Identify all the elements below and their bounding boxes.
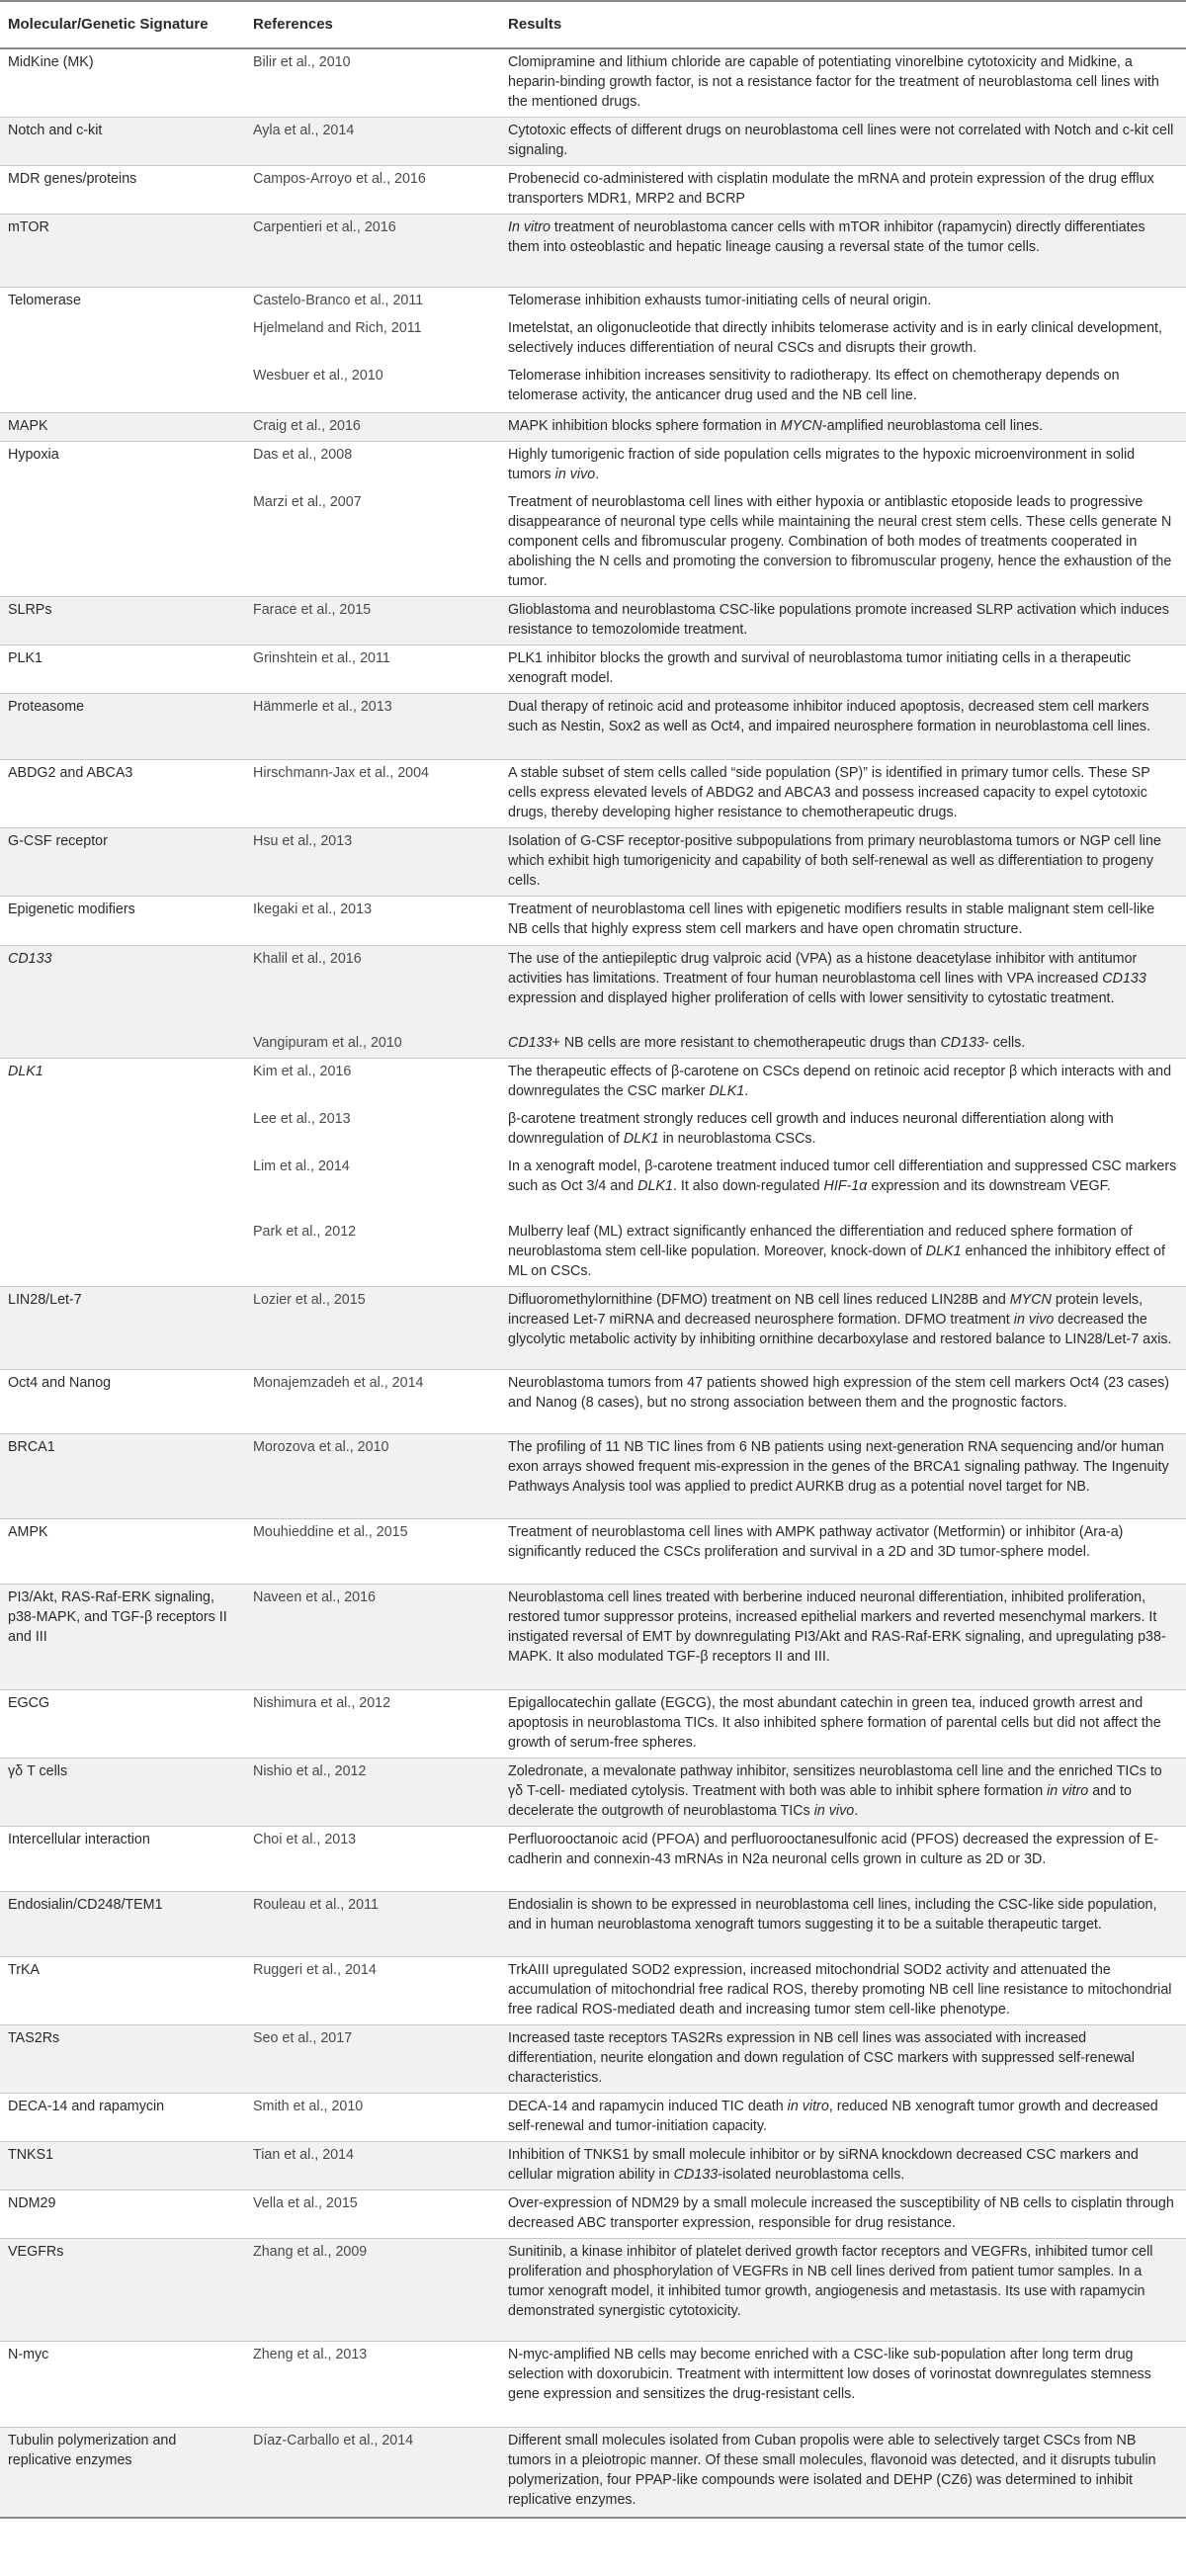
table-row	[0, 645, 1186, 694]
signature-cell	[0, 1219, 245, 1287]
italic-term: DLK1	[925, 1243, 962, 1259]
signature-cell: VEGFRs	[0, 2238, 245, 2341]
italic-term: in vitro	[787, 2098, 829, 2114]
signature-cell: MidKine (MK)	[0, 48, 245, 118]
signature-cell: Oct4 and Nanog	[0, 1369, 245, 1433]
reference-cell: Campos-Arroyo et al., 2016	[245, 166, 500, 215]
result-cell: The profiling of 11 NB TIC lines from 6 NB patients using next-generation RNA sequencing and/or human exon arrays showed frequent mis-expression in the genes of the BRCA1 signaling pathway. The Ingenuity Pathways Analysis tool was applied to predict AURKB drug as a potential novel target for NB.	[500, 1433, 1186, 1518]
reference-cell: Vella et al., 2015	[245, 2190, 500, 2238]
reference-cell: Hsu et al., 2013	[245, 828, 500, 897]
result-cell: Perfluorooctanoic acid (PFOA) and perfluorooctanesulfonic acid (PFOS) decreased the expression of E-cadherin and connexin-43 mRNAs in N2a neuronal cells grown in culture as 2D or 3D.	[500, 1826, 1186, 1891]
signature-cell	[0, 1030, 245, 1059]
reference-cell: Lozier et al., 2015	[245, 1286, 500, 1369]
result-cell: Neuroblastoma cell lines treated with berberine induced neuronal differentiation, inhibited proliferation, restored tumor suppressor proteins, increased epithelial markers and reverted mesenchymal markers. It instigated reversal of EMT by downregulating PI3/Akt and RAS-Raf-ERK signaling, and upregulating p38-MAPK. It also modulated TGF-β receptors II and III.	[500, 1584, 1186, 1689]
table-row	[0, 1433, 1186, 1518]
result-cell: Sunitinib, a kinase inhibitor of platelet derived growth factor receptors and VEGFRs, inhibited tumor cell proliferation and phosphorylation of VEGFRs in NB cell lines derived from patient tumor samples. In a tumor xenograft model, it inhibited tumor growth, angiogenesis and metastasis. Its use with rapamycin demonstrated synergistic cytotoxicity.	[500, 2238, 1186, 2341]
italic-term: DLK1	[623, 1130, 659, 1147]
result-cell: Over-expression of NDM29 by a small molecule increased the susceptibility of NB cells to cisplatin through decreased ABC transporter expression, responsible for drug resistance.	[500, 2190, 1186, 2238]
table-row	[0, 412, 1186, 441]
table-body	[0, 48, 1186, 2518]
reference-cell: Ikegaki et al., 2013	[245, 897, 500, 946]
signature-cell: Notch and c-kit	[0, 118, 245, 166]
reference-cell: Seo et al., 2017	[245, 2024, 500, 2093]
result-cell: Zoledronate, a mevalonate pathway inhibitor, sensitizes neuroblastoma cell line and the enriched TICs to γδ T-cell- mediated cytolysis. Treatment with both was able to inhibit sphere formation in vitro and to decelerate the outgrowth of neuroblastoma TICs in vivo.	[500, 1758, 1186, 1826]
table-row	[0, 2093, 1186, 2141]
signature-cell	[0, 315, 245, 363]
table-row	[0, 1286, 1186, 1369]
header-results: Results	[500, 1, 1186, 48]
result-cell: Mulberry leaf (ML) extract significantly enhanced the differentiation and reduced sphere formation of neuroblastoma stem cell-like population. Moreover, knock-down of DLK1 enhanced the inhibitory effect of ML on CSCs.	[508, 1223, 1165, 1279]
table-header	[0, 1, 1186, 48]
signature-cell	[0, 363, 245, 412]
header-references: References	[245, 1, 500, 48]
reference-cell: Kim et al., 2016	[245, 1058, 500, 1106]
result-cell: Telomerase inhibition increases sensitivity to radiotherapy. Its effect on chemotherapy depends on telomerase activity, the anticancer drug used and the NB cell line.	[508, 368, 1120, 403]
table-row	[0, 760, 1186, 828]
table-row	[0, 828, 1186, 897]
reference-cell: Khalil et al., 2016	[245, 946, 500, 1030]
italic-term: CD133	[940, 1034, 984, 1051]
table-row	[0, 946, 1186, 1030]
result-cell: Neuroblastoma tumors from 47 patients showed high expression of the stem cell markers Oct4 (23 cases) and Nanog (8 cases), but no strong association between them and the prognostic factors.	[500, 1369, 1186, 1433]
signature-cell: AMPK	[0, 1518, 245, 1584]
signature-cell: NDM29	[0, 2190, 245, 2238]
result-cell: Cytotoxic effects of different drugs on neuroblastoma cell lines were not correlated with Notch and c-kit cell signaling.	[500, 118, 1186, 166]
italic-term: CD133	[8, 951, 52, 967]
signature-cell: Epigenetic modifiers	[0, 897, 245, 946]
italic-term: in vivo	[1013, 1311, 1055, 1328]
table-row	[0, 597, 1186, 645]
reference-cell: Craig et al., 2016	[245, 412, 500, 441]
table-row	[0, 2141, 1186, 2190]
signature-cell: G-CSF receptor	[0, 828, 245, 897]
reference-cell: Farace et al., 2015	[245, 597, 500, 645]
reference-cell: Ruggeri et al., 2014	[245, 1956, 500, 2024]
table-row	[0, 1154, 1186, 1219]
table-row	[0, 2238, 1186, 2341]
result-cell: The use of the antiepileptic drug valproic acid (VPA) as a histone deacetylase inhibitor with antitumor activities has limitations. Treatment of four human neuroblastoma cell lines with VPA increased CD133 expression and displayed higher proliferation of cells with lower sensitivity to cytostatic treatment.	[500, 946, 1186, 1030]
reference-cell: Castelo-Branco et al., 2011	[245, 288, 500, 316]
result-cell: Different small molecules isolated from Cuban propolis were able to selectively target CSCs from NB tumors in a pleiotropic manner. Of these small molecules, flavonoid was detected, and it disrupts tubulin polymerization, four PPAP-like compounds were isolated and DEHP (CZ6) was determined to inhibit replicative enzymes.	[500, 2427, 1186, 2518]
table-row	[0, 1219, 1186, 1287]
signature-cell: PI3/Akt, RAS-Raf-ERK signaling, p38-MAPK, and TGF-β receptors II and III	[0, 1584, 245, 1689]
signature-cell	[0, 1106, 245, 1154]
reference-cell: Nishio et al., 2012	[245, 1758, 500, 1826]
table-row	[0, 288, 1186, 316]
result-cell: Glioblastoma and neuroblastoma CSC-like populations promote increased SLRP activation which induces resistance to temozolomide treatment.	[500, 597, 1186, 645]
reference-cell: Carpentieri et al., 2016	[245, 215, 500, 288]
table-row	[0, 1758, 1186, 1826]
reference-cell: Nishimura et al., 2012	[245, 1689, 500, 1758]
result-cell: Clomipramine and lithium chloride are capable of potentiating vinorelbine cytotoxicity and Midkine, a heparin-binding growth factor, is not a resistance factor for the treatment of neuroblastoma cell lines with the mentioned drugs.	[500, 48, 1186, 118]
reference-cell: Das et al., 2008	[245, 441, 500, 489]
table-row	[0, 1106, 1186, 1154]
table-row	[0, 1689, 1186, 1758]
signature-cell: BRCA1	[0, 1433, 245, 1518]
table-row	[0, 315, 1186, 363]
table-row	[0, 166, 1186, 215]
reference-cell: Grinshtein et al., 2011	[245, 645, 500, 694]
table-row	[0, 48, 1186, 118]
result-cell: Increased taste receptors TAS2Rs expression in NB cell lines was associated with increased differentiation, neurite elongation and down regulation of CSC markers with suppressed self-renewal characteristics.	[500, 2024, 1186, 2093]
reference-cell: Zhang et al., 2009	[245, 2238, 500, 2341]
signature-cell: MDR genes/proteins	[0, 166, 245, 215]
signature-cell: PLK1	[0, 645, 245, 694]
reference-cell: Monajemzadeh et al., 2014	[245, 1369, 500, 1433]
signature-cell: Proteasome	[0, 694, 245, 760]
reference-cell: Tian et al., 2014	[245, 2141, 500, 2190]
reference-cell: Marzi et al., 2007	[253, 493, 362, 510]
signature-cell: EGCG	[0, 1689, 245, 1758]
signature-cell: SLRPs	[0, 597, 245, 645]
reference-cell: Ayla et al., 2014	[245, 118, 500, 166]
result-cell: Difluoromethylornithine (DFMO) treatment on NB cell lines reduced LIN28B and MYCN protein levels, increased Let-7 miRNA and decreased neurosphere formation. DFMO treatment in vivo decreased the glycolytic metabolic activity by inhibiting ornithine decarboxylase and restored balance to LIN28/Let-7 axis.	[500, 1286, 1186, 1369]
table-row	[0, 2190, 1186, 2238]
italic-term: in vivo	[813, 1802, 855, 1819]
signature-cell: Telomerase	[0, 288, 245, 316]
italic-term: CD133	[508, 1034, 552, 1051]
result-cell: CD133+ NB cells are more resistant to chemotherapeutic drugs than CD133- cells.	[500, 1030, 1186, 1059]
signature-cell	[0, 1154, 245, 1219]
italic-term: CD133	[673, 2166, 719, 2183]
italic-term: DLK1	[637, 1177, 673, 1194]
reference-cell: Smith et al., 2010	[245, 2093, 500, 2141]
reference-cell: Lee et al., 2013	[253, 1110, 351, 1127]
reference-cell: Hjelmeland and Rich, 2011	[253, 320, 422, 336]
result-cell: Telomerase inhibition exhausts tumor-initiating cells of neural origin.	[500, 288, 1186, 316]
table-row	[0, 2341, 1186, 2427]
reference-cell: Hämmerle et al., 2013	[245, 694, 500, 760]
result-cell: Epigallocatechin gallate (EGCG), the most abundant catechin in green tea, induced growth arrest and apoptosis in neuroblastoma TICs. It also inhibited sphere formation of parental cells but did not affect the growth of serum-free spheres.	[500, 1689, 1186, 1758]
result-cell: Endosialin is shown to be expressed in neuroblastoma cell lines, including the CSC-like side population, and in human neuroblastoma xenograft tumors suggesting it to be a suitable therapeutic target.	[500, 1891, 1186, 1956]
signature-cell: TNKS1	[0, 2141, 245, 2190]
result-cell: DECA-14 and rapamycin induced TIC death in vitro, reduced NB xenograft tumor growth and decreased self-renewal and tumor-initiation capacity.	[500, 2093, 1186, 2141]
table-row	[0, 1369, 1186, 1433]
result-cell: A stable subset of stem cells called “side population (SP)” is identified in primary tumor cells. These SP cells express elevated levels of ABDG2 and ABCA3 and possess increased capacity to expel cytotoxic drugs, thereby developing higher resistance to chemotherapeutic drugs.	[500, 760, 1186, 828]
italic-term: in vitro	[1047, 1782, 1089, 1799]
result-cell: Dual therapy of retinoic acid and proteasome inhibitor induced apoptosis, decreased stem cell markers such as Nestin, Sox2 as well as Oct4, and impaired neurosphere formation in neuroblastoma cell lines.	[500, 694, 1186, 760]
reference-cell: Park et al., 2012	[253, 1223, 357, 1240]
result-cell: β-carotene treatment strongly reduces cell growth and induces neuronal differentiation along with downregulation of DLK1 in neuroblastoma CSCs.	[508, 1110, 1114, 1147]
italic-term: CD133	[1102, 971, 1146, 987]
result-cell: Treatment of neuroblastoma cell lines with epigenetic modifiers results in stable malignant stem cell-like NB cells that highly express stem cell markers and have open chromatin structure.	[500, 897, 1186, 946]
reference-cell: Hirschmann-Jax et al., 2004	[245, 760, 500, 828]
table-row	[0, 1826, 1186, 1891]
table-row	[0, 1956, 1186, 2024]
reference-cell: Mouhieddine et al., 2015	[245, 1518, 500, 1584]
result-cell: Treatment of neuroblastoma cell lines with AMPK pathway activator (Metformin) or inhibitor (Ara-a) significantly reduced the CSCs proliferation and survival in a 2D and 3D tumor-sphere model.	[500, 1518, 1186, 1584]
result-cell: Isolation of G-CSF receptor-positive subpopulations from primary neuroblastoma tumors or NGP cell line which exhibit high tumorigenicity and capability of both self-renewal as well as differentiation to progeny cells.	[500, 828, 1186, 897]
signature-cell: MAPK	[0, 412, 245, 441]
table-row	[0, 363, 1186, 412]
italic-term: DLK1	[8, 1063, 43, 1079]
signature-cell	[0, 489, 245, 597]
reference-cell: Naveen et al., 2016	[245, 1584, 500, 1689]
table-row	[0, 2427, 1186, 2518]
reference-cell: Wesbuer et al., 2010	[253, 368, 383, 384]
reference-cell: Zheng et al., 2013	[245, 2341, 500, 2427]
signature-cell: Endosialin/CD248/TEM1	[0, 1891, 245, 1956]
header-row	[0, 1, 1186, 48]
table-row	[0, 489, 1186, 597]
result-cell: Inhibition of TNKS1 by small molecule inhibitor or by siRNA knockdown decreased CSC markers and cellular migration ability in CD133-isolated neuroblastoma cells.	[500, 2141, 1186, 2190]
reference-cell: Díaz-Carballo et al., 2014	[245, 2427, 500, 2518]
result-cell: Imetelstat, an oligonucleotide that directly inhibits telomerase activity and is in early clinical development, selectively induces differentiation of neural CSCs and disrupts their growth.	[508, 320, 1162, 356]
result-cell: N-myc-amplified NB cells may become enriched with a CSC-like sub-population after long term drug selection with doxorubicin. Treatment with intermittent low doses of vorinostat downregulates stemness gene expression and sensitizes the drug-resistant cells.	[500, 2341, 1186, 2427]
signature-cell: Intercellular interaction	[0, 1826, 245, 1891]
italic-term: HIF-1α	[823, 1177, 868, 1194]
signature-cell	[0, 1058, 245, 1106]
italic-term: In vitro	[508, 219, 551, 235]
table-row	[0, 1891, 1186, 1956]
reference-cell: Bilir et al., 2010	[245, 48, 500, 118]
table-row	[0, 215, 1186, 288]
table-row	[0, 118, 1186, 166]
signature-cell: mTOR	[0, 215, 245, 288]
signature-cell: TAS2Rs	[0, 2024, 245, 2093]
signature-cell: Tubulin polymerization and replicative enzymes	[0, 2427, 245, 2518]
table-row	[0, 1518, 1186, 1584]
table-row	[0, 2024, 1186, 2093]
signature-cell: DECA-14 and rapamycin	[0, 2093, 245, 2141]
result-cell: The therapeutic effects of β-carotene on CSCs depend on retinoic acid receptor β which interacts with and downregulates the CSC marker DLK1.	[500, 1058, 1186, 1106]
italic-term: MYCN	[1009, 1291, 1052, 1308]
result-cell: TrkAIII upregulated SOD2 expression, increased mitochondrial SOD2 activity and attenuated the accumulation of mitochondrial free radical ROS, thereby promoting NB cell line resistance to mitochondrial free radical ROS-mediated death and increasing tumor stem cell-like phenotype.	[500, 1956, 1186, 2024]
result-cell: Treatment of neuroblastoma cell lines with either hypoxia or antiblastic etoposide leads to progressive disappearance of neuronal type cells while maintaining the neural crest stem cells. These cells generate N component cells and fibromuscular progeny. Combination of both modes of treatments cooperated in abolishing the N cells and promoting the conversion to fibromuscular progeny, hence the exhaustion of the tumor.	[508, 493, 1172, 589]
header-signature: Molecular/Genetic Signature	[0, 1, 245, 48]
signature-cell: ABDG2 and ABCA3	[0, 760, 245, 828]
result-cell: MAPK inhibition blocks sphere formation in MYCN-amplified neuroblastoma cell lines.	[500, 412, 1186, 441]
reference-cell: Morozova et al., 2010	[245, 1433, 500, 1518]
signature-cell: LIN28/Let-7	[0, 1286, 245, 1369]
table-row	[0, 1030, 1186, 1059]
signature-cell: γδ T cells	[0, 1758, 245, 1826]
italic-term: in vivo	[554, 466, 596, 482]
table-row	[0, 1584, 1186, 1689]
table-row	[0, 694, 1186, 760]
signature-cell: Hypoxia	[0, 441, 245, 489]
reference-cell: Choi et al., 2013	[245, 1826, 500, 1891]
signature-cell: TrKA	[0, 1956, 245, 2024]
table-row	[0, 441, 1186, 489]
table-row	[0, 897, 1186, 946]
reference-cell: Vangipuram et al., 2010	[245, 1030, 500, 1059]
signature-cell: N-myc	[0, 2341, 245, 2427]
result-cell: Probenecid co-administered with cisplatin modulate the mRNA and protein expression of the drug efflux transporters MDR1, MRP2 and BCRP	[500, 166, 1186, 215]
result-cell: In a xenograft model, β-carotene treatment induced tumor cell differentiation and suppressed CSC markers such as Oct 3/4 and DLK1. It also down-regulated HIF-1α expression and its downstream VEGF.	[508, 1158, 1177, 1194]
signature-cell	[0, 946, 245, 1030]
reference-cell: Rouleau et al., 2011	[245, 1891, 500, 1956]
result-cell: PLK1 inhibitor blocks the growth and survival of neuroblastoma tumor initiating cells in a therapeutic xenograft model.	[500, 645, 1186, 694]
result-cell: Highly tumorigenic fraction of side population cells migrates to the hypoxic microenvironment in solid tumors in vivo.	[500, 441, 1186, 489]
table-row	[0, 1058, 1186, 1106]
italic-term: MYCN	[780, 417, 822, 434]
result-cell: In vitro treatment of neuroblastoma cancer cells with mTOR inhibitor (rapamycin) directly differentiates them into osteoblastic and hepatic lineage causing a reversal state of the tumor cells.	[500, 215, 1186, 288]
italic-term: DLK1	[709, 1082, 745, 1099]
reference-cell: Lim et al., 2014	[253, 1158, 350, 1174]
